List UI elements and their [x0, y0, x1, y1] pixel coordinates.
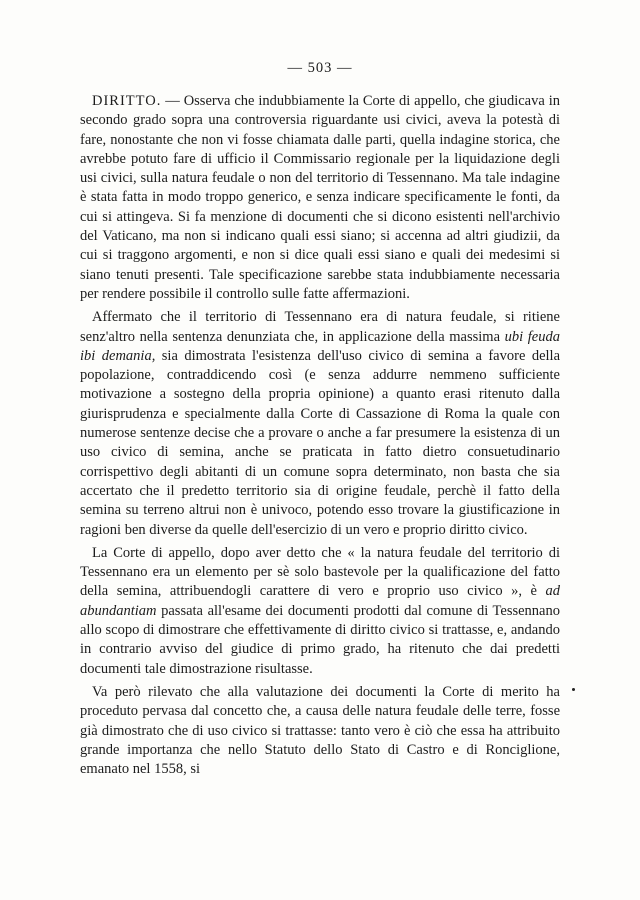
paragraph-text: — Osserva che indubbiamente la Corte di appello, che giudicava in secondo grado sopra una controversia riguardante usi civici, aveva la potestà di fare, nonostante che non vi fosse chiamata dalle parti, quella indagine storica, che avrebbe potuto fare di ufficio il Commissario regionale per la liquidazione degli usi civici, sulla natura feudale o non del territorio di Tessennano. Ma tale indagine è stata fatta in modo troppo generico, e senza indicare specificamente le fonti, da cui si attingeva. Si fa menzione di documenti che si dicono esistenti nell'archivio del Vaticano, ma non si indicano quali essi siano; si accenna ad altri giudizii, da cui si traggono argomenti, e non si dice quali essi siano e quali dei medesimi si siano tenuti presenti. Tale specificazione sarebbe stata indubbiamente necessaria per rendere possibile il controllo sulle fatte affermazioni. [80, 93, 560, 302]
paragraph-va-pero [80, 683, 560, 779]
paragraph-text: Va però rilevato che alla valutazione dei documenti la Corte di merito ha proceduto pervasa dal concetto che, a causa delle natura feudale delle terre, fosse già dimostrato che di uso civico si trattasse: tanto vero è ciò che essa ha attribuito grande importanza che nello Statuto dello Stato di Castro e di Ronciglione, emanato nel 1558, si [80, 683, 560, 778]
paragraph-corte-di-appello [80, 544, 560, 679]
paragraph-text: La Corte di appello, dopo aver detto che « la natura feudale del territorio di Tessennano era un elemento per sè solo bastevole per la qualificazione del fatto della semina, attribuendogli carattere di vero e proprio uso civico », è [80, 544, 560, 600]
paragraph-text: passata all'esame dei documenti prodotti dal comune di Tessennano allo scopo di dimostrare che effettivamente di diritto civico si trattasse, e, andando in contrario avviso del giudice di primo grado, ha ritenuto che dai predetti documenti tale dimostrazione risultasse. [80, 602, 560, 677]
section-heading: DIRITTO. [92, 93, 162, 109]
latin-phrase: ad abundantiam [80, 583, 560, 619]
paragraph-diritto [80, 92, 560, 304]
paragraph-text: sia dimostrata l'esistenza dell'uso civico di semina a favore della popolazione, contraddicendo così (e senza addurre nemmeno sufficiente motivazione a sostegno della propria opinione) a quanto erasi ritenuto dalla giurisprudenza e specialmente dalla Corte di Cassazione di Roma la quale con numerose sentenze decise che a provare o anche a far presumere la esistenza di un uso civico di semina, anche se praticata in fatto dietro consuetudinario corrispettivo degli abitanti di un comune sopra determinato, non basta che sia accertato che il predetto territorio sia di origine feudale, perchè il fatto della semina su terreno altrui non è univoco, potendo esso trovare la giustificazione in ragioni ben diverse da quelle dell'esercizio di un vero e proprio diritto civico. [80, 347, 561, 538]
ink-spot [572, 688, 575, 691]
latin-maxim: ubi feuda ibi demania, [80, 328, 560, 364]
page-number: — 503 — [287, 60, 353, 76]
paragraph-text: Affermato che il territorio di Tessennano era di natura feudale, si ritiene senz'altro nella sentenza denunziata che, in applicazione della massima [80, 309, 560, 345]
body-text [80, 92, 560, 783]
paragraph-affermato [80, 308, 560, 540]
